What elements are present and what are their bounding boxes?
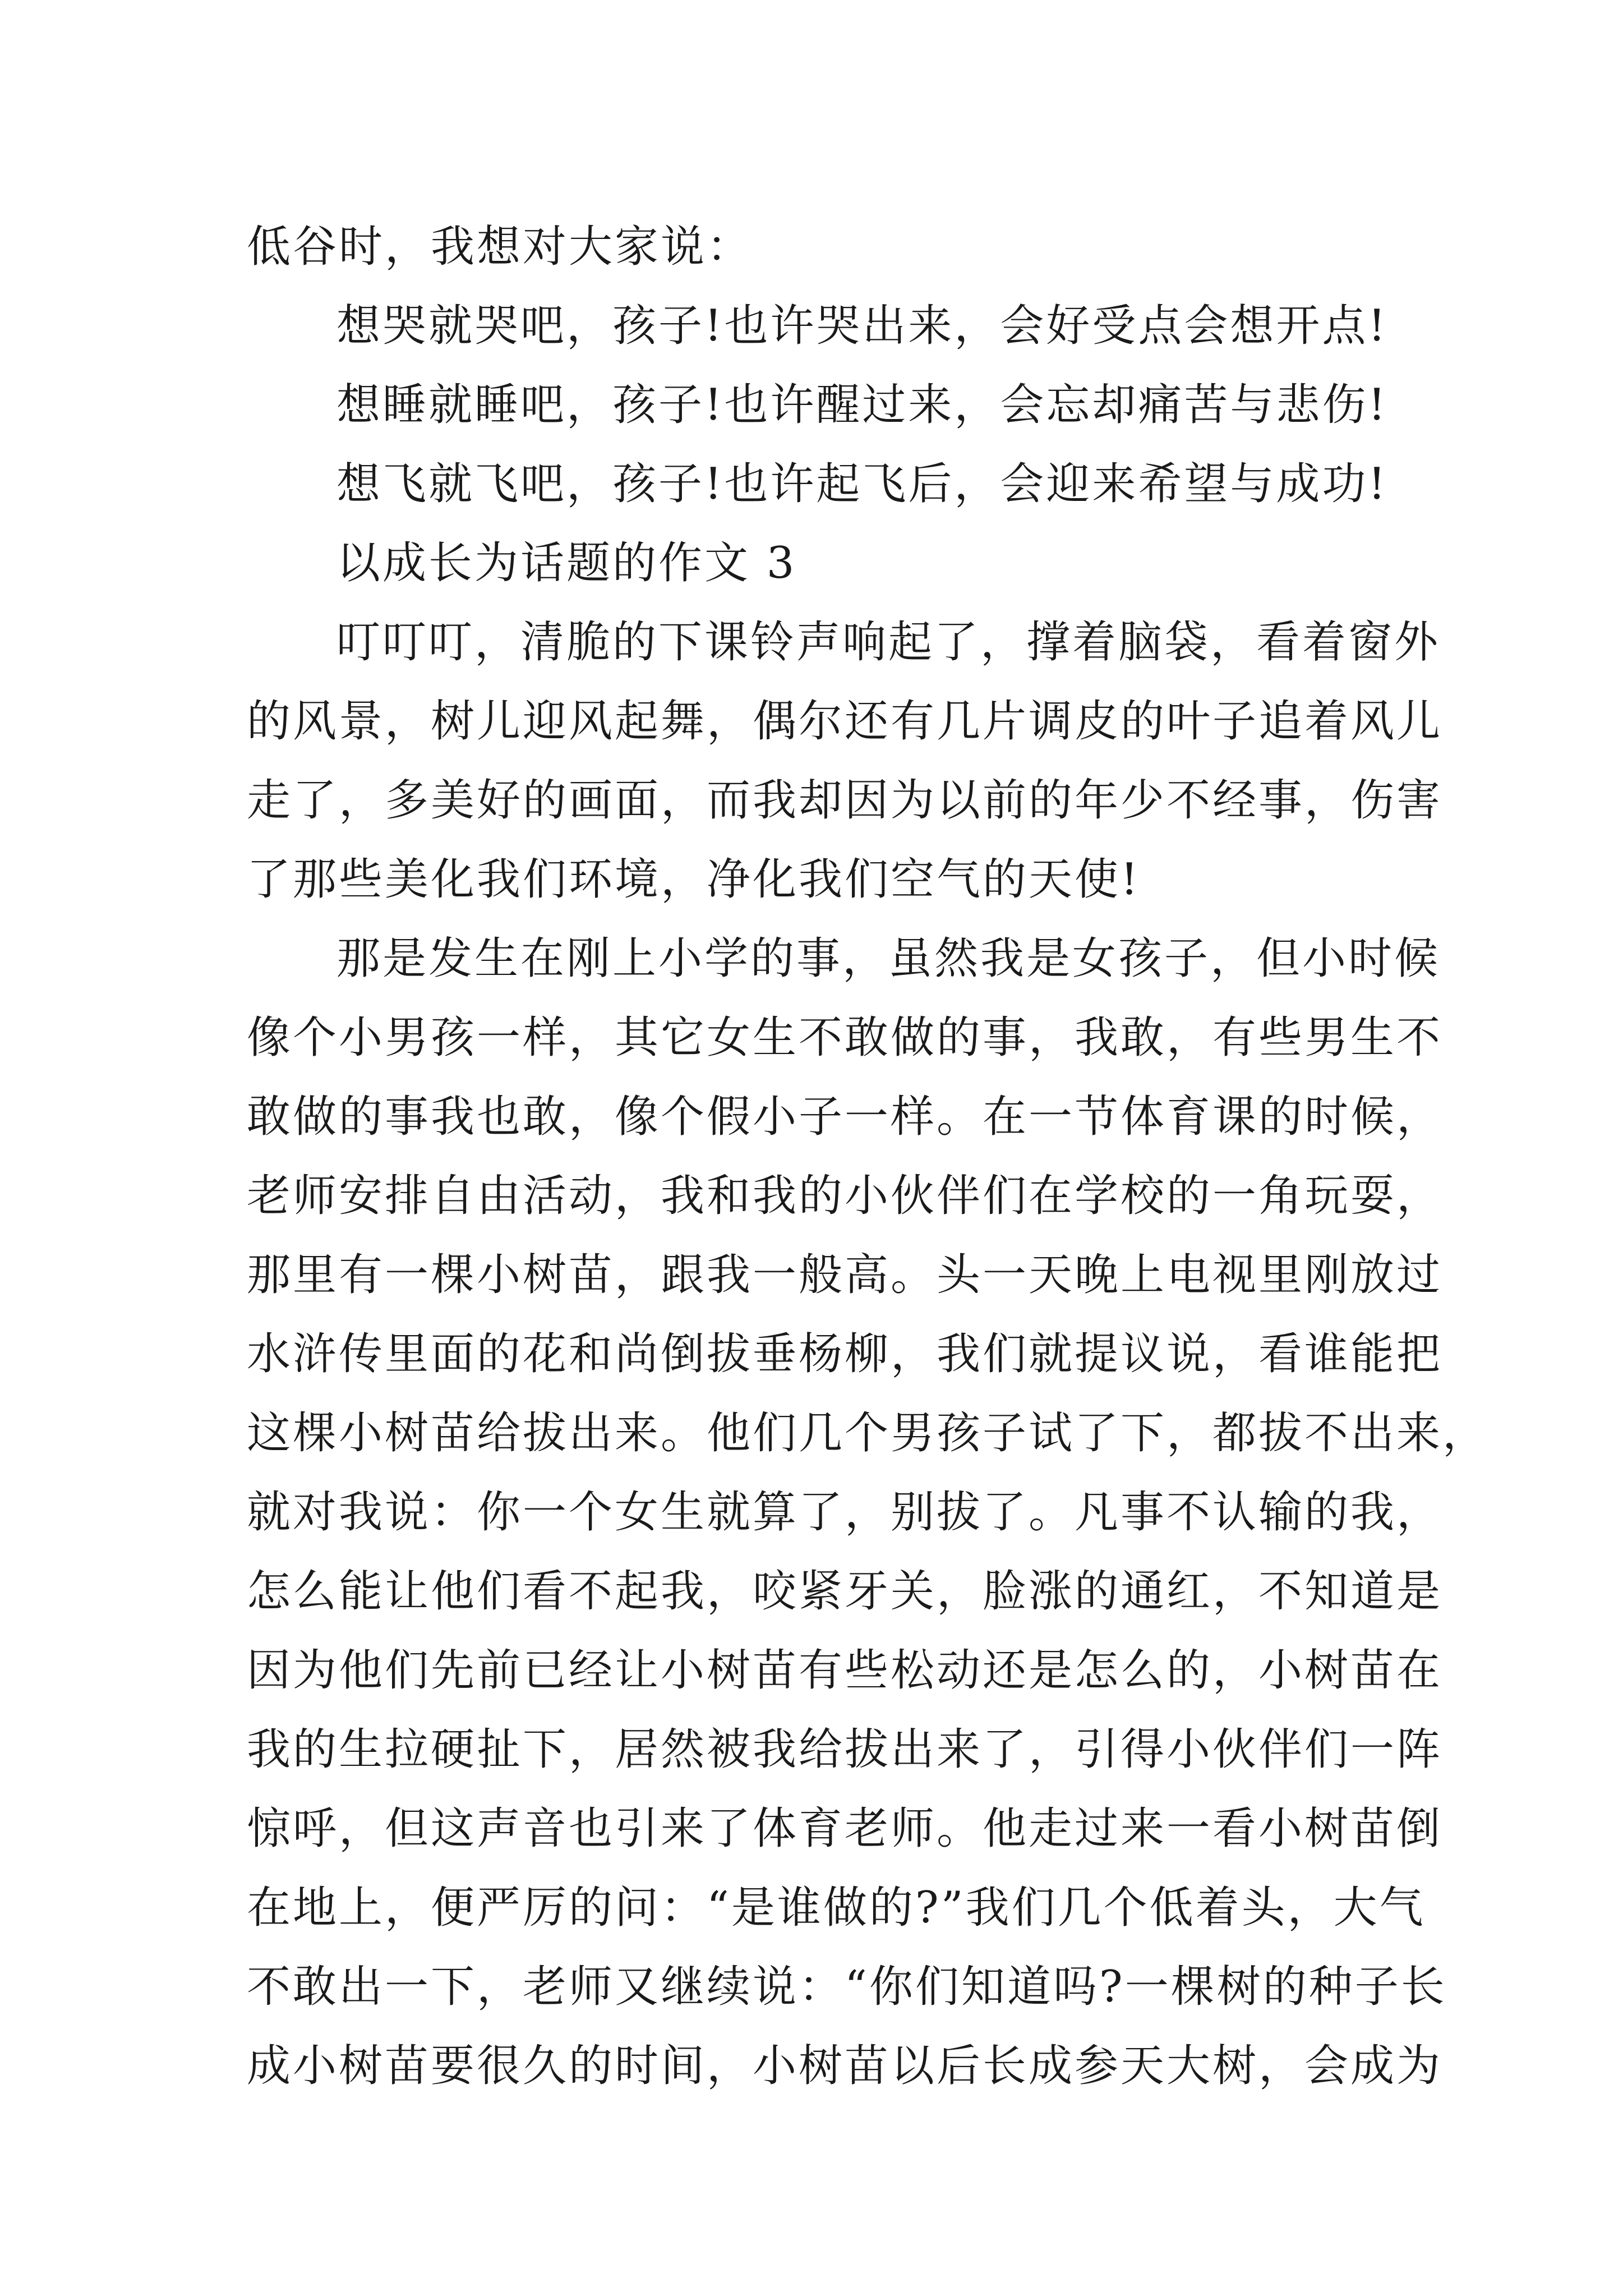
text-line: 我的生拉硬扯下，居然被我给拔出来了，引得小伙伴们一阵 (247, 1724, 1443, 1775)
text-line: 像个小男孩一样，其它女生不敢做的事，我敢，有些男生不 (247, 1013, 1443, 1063)
text-line: 了那些美化我们环境，净化我们空气的天使! (247, 854, 1141, 905)
text-line: 怎么能让他们看不起我，咬紧牙关，脸涨的通红，不知道是 (247, 1566, 1443, 1617)
text-line: 这棵小树苗给拔出来。他们几个男孩子试了下，都拔不出来， (247, 1408, 1489, 1458)
text-line: 老师安排自由活动，我和我的小伙伴们在学校的一角玩耍， (247, 1171, 1443, 1221)
text-line: 水浒传里面的花和尚倒拔垂杨柳，我们就提议说，看谁能把 (247, 1329, 1443, 1379)
text-line: 想哭就哭吧，孩子!也许哭出来，会好受点会想开点! (336, 301, 1388, 351)
text-line: 的风景，树儿迎风起舞，偶尔还有几片调皮的叶子追着风儿 (247, 696, 1443, 747)
text-line: 在地上，便严厉的问：“是谁做的?”我们几个低着头，大气 (247, 1883, 1426, 1933)
text-line: 就对我说：你一个女生就算了，别拔了。凡事不认输的我， (247, 1487, 1443, 1538)
text-line: 惊呼，但这声音也引来了体育老师。他走过来一看小树苗倒 (247, 1803, 1443, 1854)
text-line: 那里有一棵小树苗，跟我一般高。头一天晚上电视里刚放过 (247, 1250, 1443, 1300)
text-line: 不敢出一下，老师又继续说：“你们知道吗?一棵树的种子长 (247, 1962, 1447, 2012)
section-heading: 以成长为话题的作文 3 (336, 538, 797, 588)
text-line: 想飞就飞吧，孩子!也许起飞后，会迎来希望与成功! (336, 459, 1388, 509)
text-line: 敢做的事我也敢，像个假小子一样。在一节体育课的时候， (247, 1092, 1443, 1142)
text-line: 因为他们先前已经让小树苗有些松动还是怎么的，小树苗在 (247, 1645, 1443, 1696)
document-body (247, 208, 1489, 2106)
text-line: 低谷时，我想对大家说： (247, 222, 753, 272)
text-line: 想睡就睡吧，孩子!也许醒过来，会忘却痛苦与悲伤! (336, 380, 1388, 430)
text-line: 那是发生在刚上小学的事，虽然我是女孩子，但小时候 (336, 933, 1441, 984)
text-line: 走了，多美好的画面，而我却因为以前的年少不经事，伤害 (247, 775, 1443, 826)
text-line: 叮叮叮，清脆的下课铃声响起了，撑着脑袋，看着窗外 (336, 617, 1441, 668)
text-line: 成小树苗要很久的时间，小树苗以后长成参天大树，会成为 (247, 2041, 1443, 2091)
